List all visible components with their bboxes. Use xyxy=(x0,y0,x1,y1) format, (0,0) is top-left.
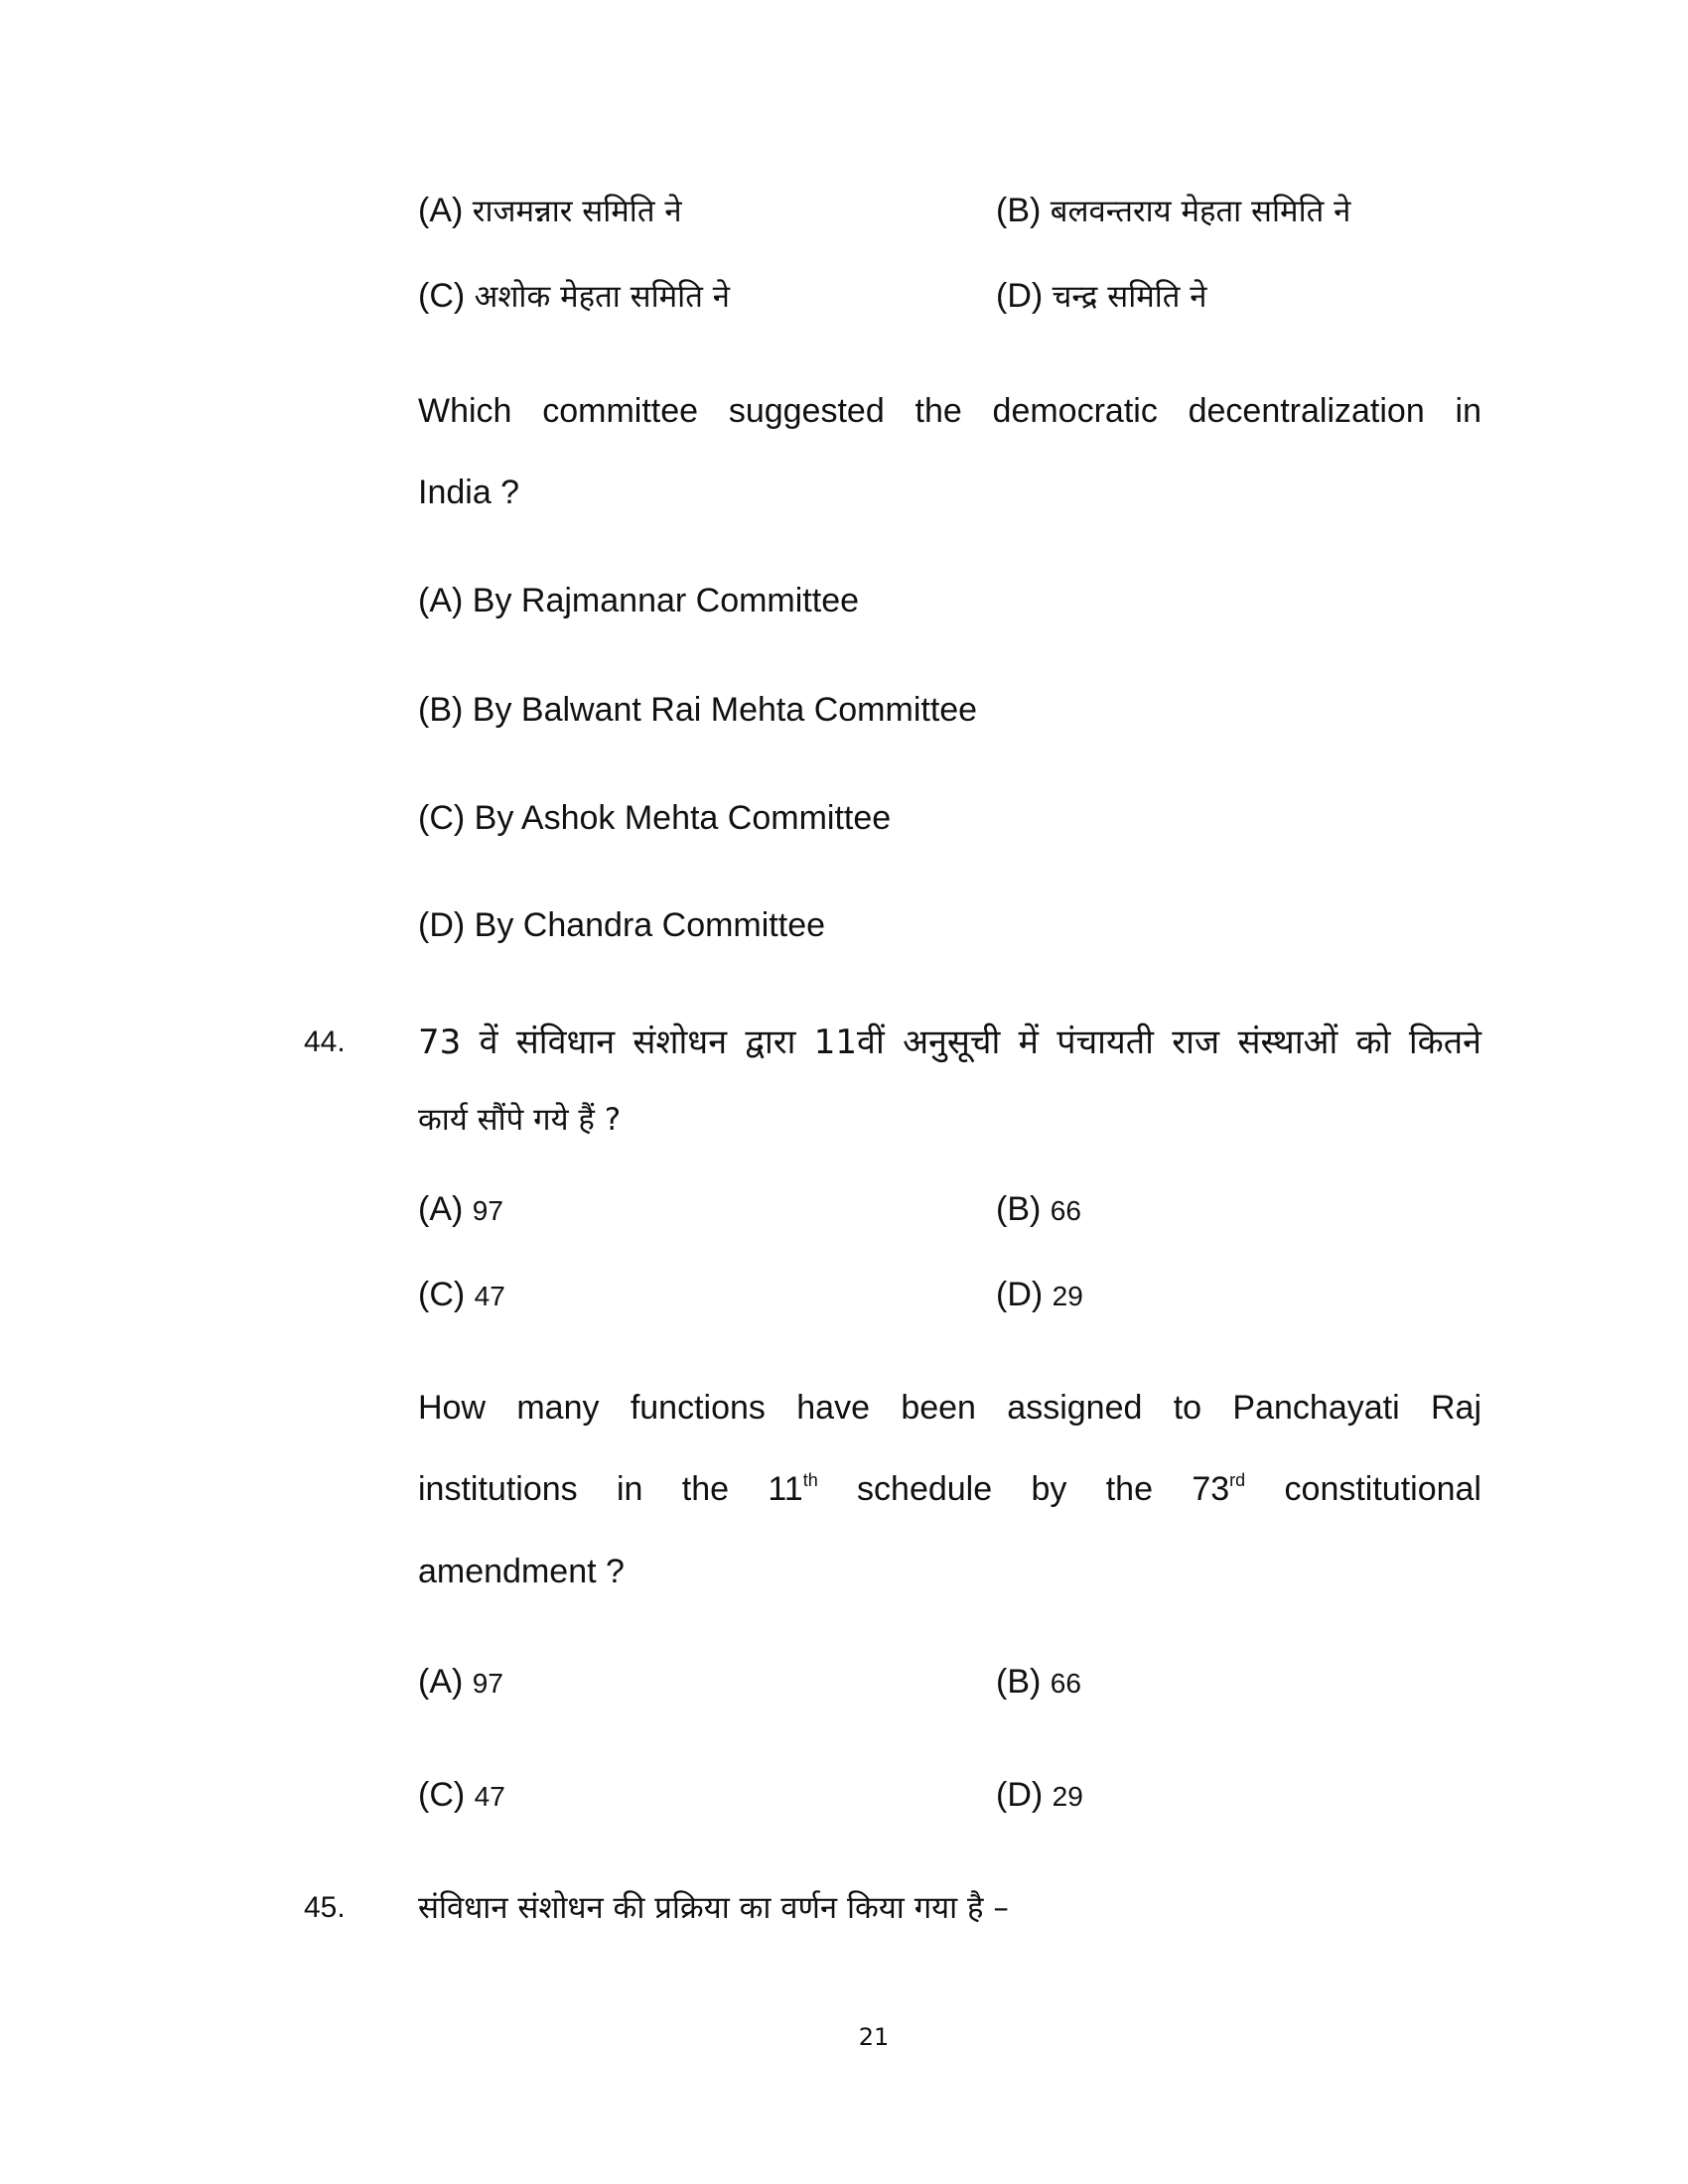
option-text: By Ashok Mehta Committee xyxy=(474,799,892,837)
q44-number: 44. xyxy=(304,1025,346,1058)
option-label: (C) xyxy=(418,1776,466,1814)
option-label: (D) xyxy=(418,906,466,944)
option-text: By Chandra Committee xyxy=(474,906,826,944)
q43-english-option-a xyxy=(418,581,859,620)
q45-number: 45. xyxy=(304,1891,346,1924)
q45-hindi-question: संविधान संशोधन की प्रक्रिया का वर्णन किया गया है – xyxy=(418,1890,1009,1926)
q43-hindi-option-c xyxy=(418,276,730,317)
option-label: (B) xyxy=(996,1190,1042,1228)
q44-english-option-a xyxy=(418,1662,503,1704)
option-text: By Rajmannar Committee xyxy=(472,582,860,619)
option-label: (D) xyxy=(996,1776,1044,1814)
ordinal-suffix: th xyxy=(802,1470,818,1490)
q43-hindi-option-a xyxy=(418,191,682,231)
option-value: 29 xyxy=(1052,1781,1083,1812)
q44-english-question-line3: amendment ? xyxy=(418,1553,625,1590)
option-text: अशोक मेहता समिति ने xyxy=(474,279,730,315)
option-text: चन्द्र समिति ने xyxy=(1052,279,1207,315)
q44-english-option-d xyxy=(996,1775,1083,1817)
option-label: (C) xyxy=(418,277,466,315)
q44-english-question-line2 xyxy=(418,1469,1481,1509)
option-label: (D) xyxy=(996,1276,1044,1313)
option-text: राजमन्नार समिति ने xyxy=(472,194,682,229)
q43-english-question-line1: Which committee suggested the democratic decentralization in xyxy=(418,392,1481,430)
q44-english-option-c xyxy=(418,1775,505,1817)
q44-hindi-option-b xyxy=(996,1189,1081,1231)
option-label: (A) xyxy=(418,582,464,619)
option-text: बलवन्तराय मेहता समिति ने xyxy=(1050,194,1351,229)
option-label: (B) xyxy=(996,192,1042,229)
option-label: (A) xyxy=(418,1663,464,1701)
q43-english-option-d xyxy=(418,905,825,945)
option-label: (A) xyxy=(418,1190,464,1228)
option-label: (C) xyxy=(418,1276,466,1313)
option-value: 47 xyxy=(474,1281,505,1311)
q43-english-question-line2: India ? xyxy=(418,474,520,511)
question-text: institutions in the 11 xyxy=(418,1470,803,1508)
q43-english-option-b xyxy=(418,690,977,730)
option-label: (A) xyxy=(418,192,464,229)
q43-hindi-option-d xyxy=(996,276,1207,317)
option-value: 29 xyxy=(1052,1281,1083,1311)
question-text: schedule by the 73 xyxy=(817,1470,1230,1508)
option-label: (B) xyxy=(996,1663,1042,1701)
q44-hindi-question-line2: कार्य सौंपे गये हैं ? xyxy=(418,1102,622,1138)
option-value: 97 xyxy=(472,1195,503,1226)
option-label: (D) xyxy=(996,277,1044,315)
option-text: By Balwant Rai Mehta Committee xyxy=(472,691,978,729)
option-value: 66 xyxy=(1050,1195,1081,1226)
q44-hindi-option-d xyxy=(996,1275,1083,1316)
page-number: 21 xyxy=(858,2023,890,2051)
q44-hindi-option-a xyxy=(418,1189,503,1231)
q44-english-option-b xyxy=(996,1662,1081,1704)
option-value: 47 xyxy=(474,1781,505,1812)
question-text: constitutional xyxy=(1245,1470,1481,1508)
q43-english-option-c xyxy=(418,798,891,838)
option-value: 66 xyxy=(1050,1668,1081,1699)
option-label: (C) xyxy=(418,799,466,837)
ordinal-suffix: rd xyxy=(1229,1470,1246,1490)
q44-hindi-question-line1: 73 वें संविधान संशोधन द्वारा 11वीं अनुसूची में पंचायती राज संस्थाओं को कितने xyxy=(418,1023,1481,1062)
option-label: (B) xyxy=(418,691,464,729)
q43-hindi-option-b xyxy=(996,191,1350,231)
q44-hindi-option-c xyxy=(418,1275,505,1316)
q44-english-question-line1: How many functions have been assigned to Panchayati Raj xyxy=(418,1389,1481,1427)
option-value: 97 xyxy=(472,1668,503,1699)
